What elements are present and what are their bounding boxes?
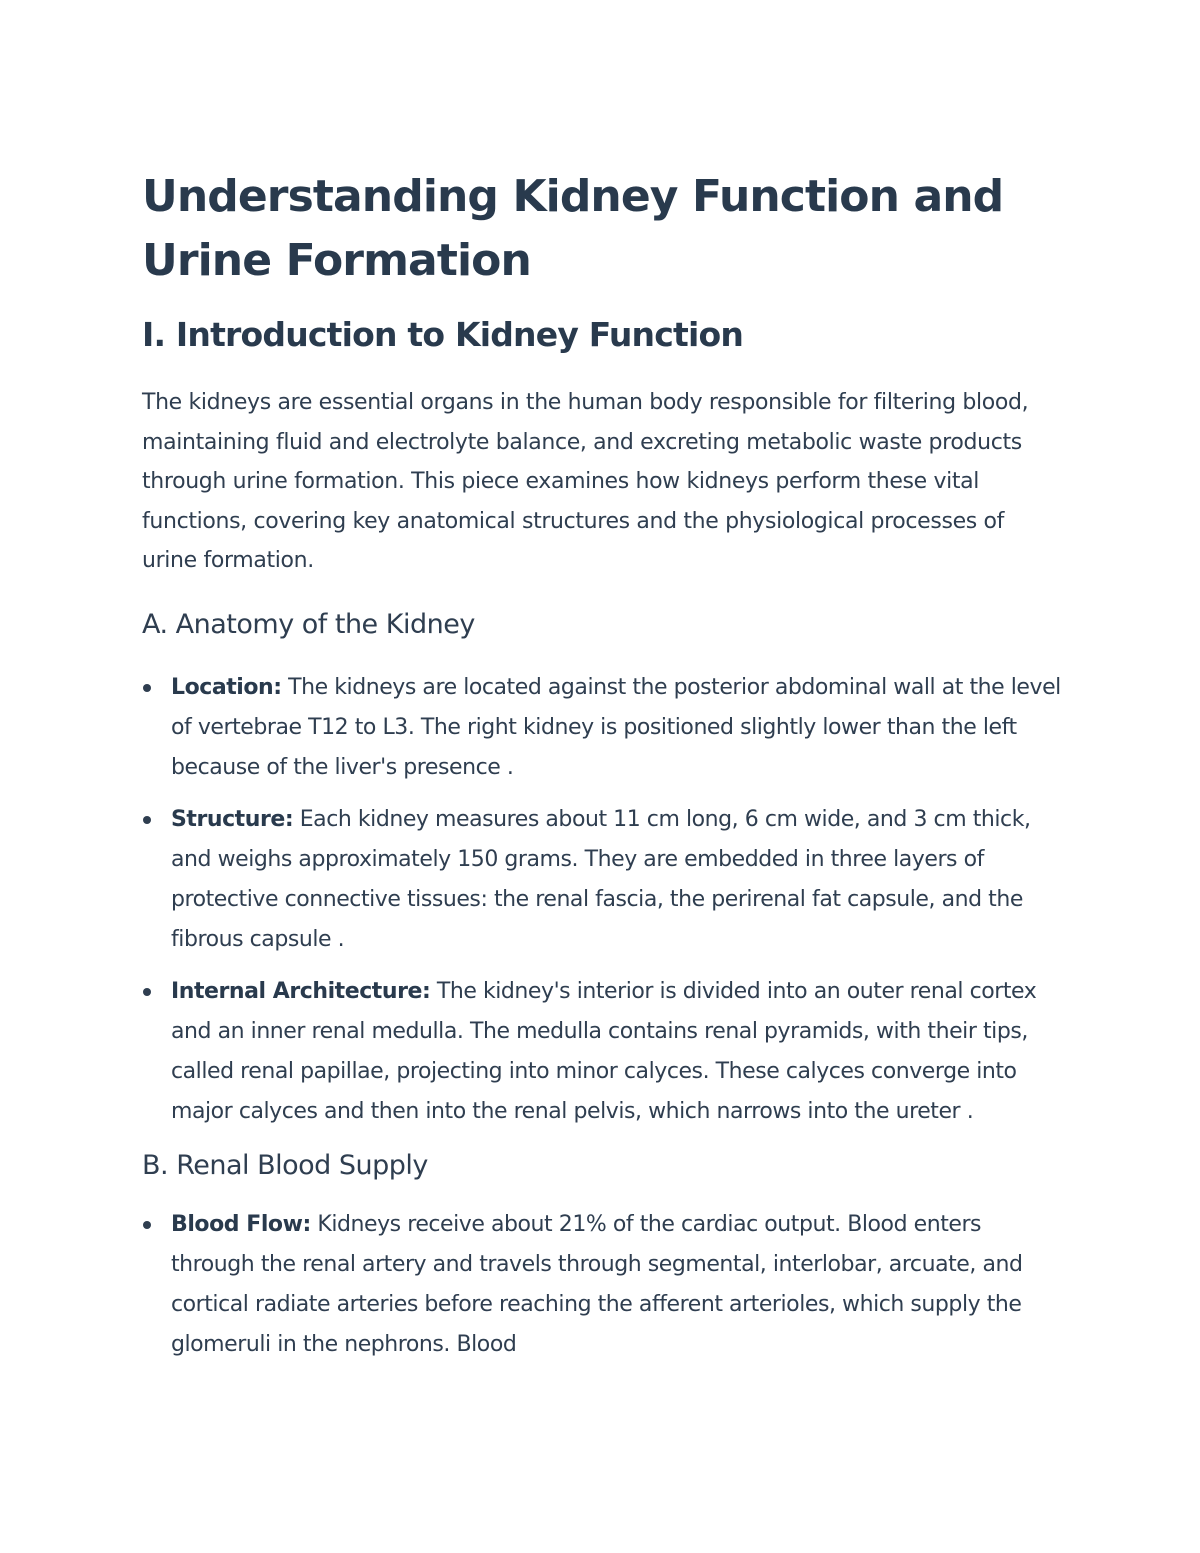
section-heading-introduction: I. Introduction to Kidney Function [142, 315, 744, 354]
bullet-icon [143, 684, 151, 692]
subsection-heading-blood-supply: B. Renal Blood Supply [142, 1149, 428, 1181]
list-item-text: The kidney's interior is divided into an outer renal cortex and an inner renal medulla. The medulla contains renal pyramids, with their tips, called renal papillae, projecting into minor calyces. These calyces converge into major calyces and then into the renal pelvis, which narrows into the ureter . [171, 978, 1037, 1124]
list-item-internal-architecture [142, 972, 1062, 1132]
intro-paragraph: The kidneys are essential organs in the human body responsible for filtering blood, maintaining fluid and electrolyte balance, and excreting metabolic waste products through urine formation. This piece examines how kidneys perform these vital functions, covering key anatomical structures and the physiological processes of urine formation. [142, 390, 1029, 573]
list-item-location [142, 668, 1062, 788]
list-item-term: Internal Architecture: [171, 978, 431, 1004]
list-item-term: Location: [171, 674, 282, 700]
document-title: Understanding Kidney Function and Urine Formation [142, 171, 1004, 286]
list-item-term: Blood Flow: [171, 1211, 311, 1237]
bullet-icon [143, 988, 151, 996]
list-item-text: Each kidney measures about 11 cm long, 6 cm wide, and 3 cm thick, and weighs approximately 150 grams. They are embedded in three layers of protective connective tissues: the renal fascia, the perirenal fat capsule, and the fibrous capsule . [171, 806, 1031, 952]
list-item-term: Structure: [171, 806, 294, 832]
subsection-heading-anatomy: A. Anatomy of the Kidney [142, 608, 475, 640]
anatomy-list [142, 668, 1062, 1132]
bullet-icon [143, 1221, 151, 1229]
list-item-structure [142, 800, 1062, 960]
list-item-text: The kidneys are located against the posterior abdominal wall at the level of vertebrae T12 to L3. The right kidney is positioned slightly lower than the left because of the liver's presence . [171, 674, 1061, 780]
list-item-blood-flow [142, 1205, 1062, 1365]
bullet-icon [143, 816, 151, 824]
list-item-text: Kidneys receive about 21% of the cardiac output. Blood enters through the renal artery and travels through segmental, interlobar, arcuate, and cortical radiate arteries before reaching the afferent arterioles, which supply the glomeruli in the nephrons. Blood [171, 1211, 1023, 1357]
document-page [142, 165, 1062, 1377]
blood-supply-list [142, 1205, 1062, 1365]
